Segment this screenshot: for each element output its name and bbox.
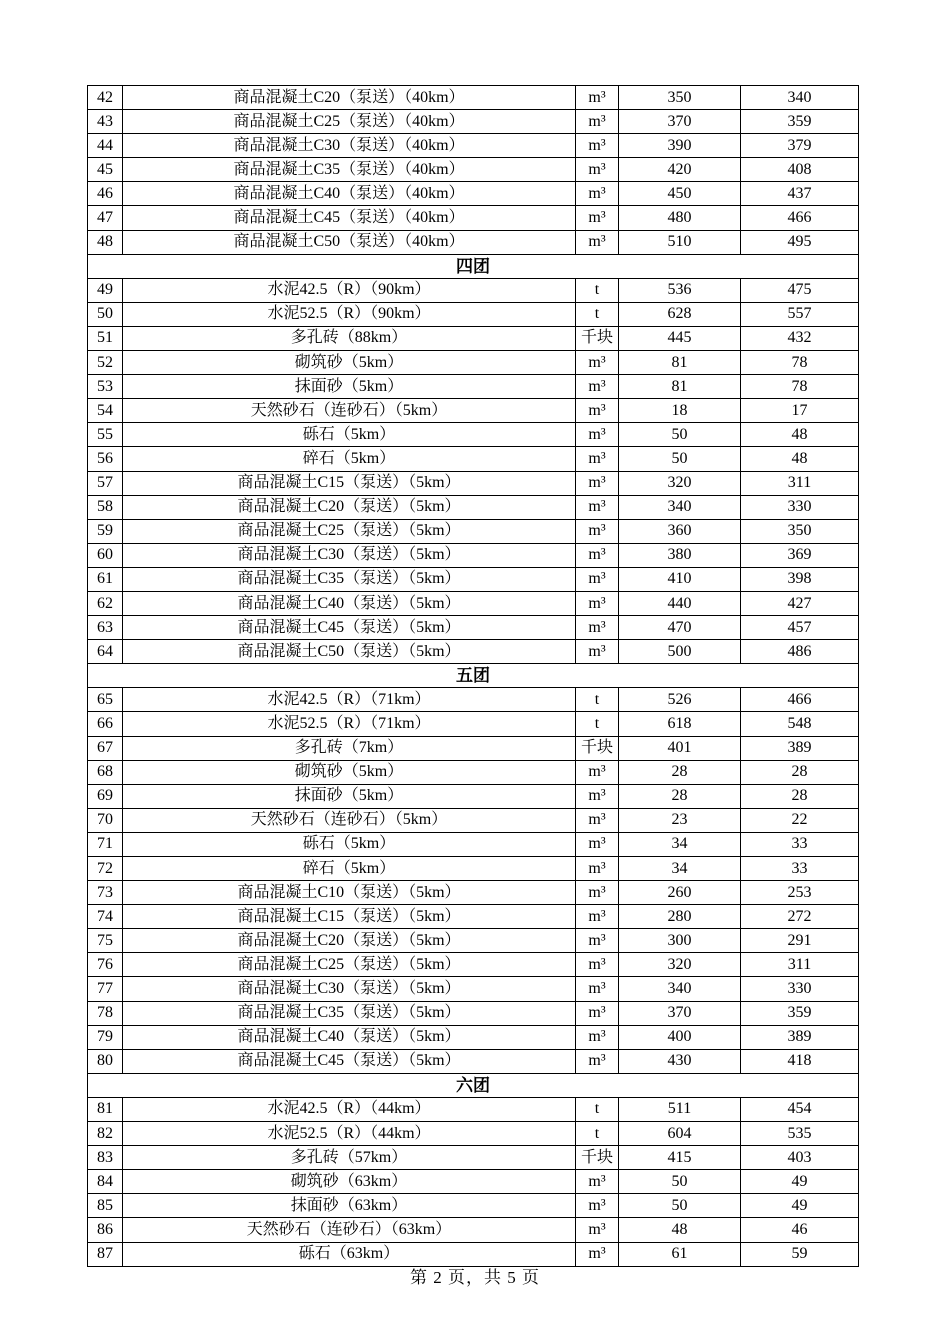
unit-cell: m³ — [576, 543, 619, 567]
section-header-row — [88, 664, 859, 688]
price-table-container — [87, 85, 858, 1267]
price-cell: 389 — [741, 736, 859, 760]
table-row — [88, 471, 859, 495]
unit-cell: m³ — [576, 808, 619, 832]
price-cell: 500 — [619, 640, 741, 664]
price-cell: 400 — [619, 1025, 741, 1049]
table-row — [88, 977, 859, 1001]
unit-cell: m³ — [576, 832, 619, 856]
price-cell: 49 — [741, 1194, 859, 1218]
price-cell: 28 — [741, 760, 859, 784]
item-name-cell: 碎石（5km） — [123, 857, 576, 881]
price-cell: 260 — [619, 881, 741, 905]
page-number-footer: 第 2 页，共 5 页 — [410, 1268, 540, 1287]
unit-cell: m³ — [576, 86, 619, 110]
price-cell: 320 — [619, 953, 741, 977]
row-number-cell: 86 — [88, 1218, 123, 1242]
unit-cell: m³ — [576, 1194, 619, 1218]
price-cell: 340 — [619, 977, 741, 1001]
price-cell: 466 — [741, 206, 859, 230]
table-row — [88, 351, 859, 375]
unit-cell: m³ — [576, 953, 619, 977]
item-name-cell: 砌筑砂（5km） — [123, 351, 576, 375]
price-cell: 50 — [619, 1170, 741, 1194]
row-number-cell: 48 — [88, 230, 123, 254]
item-name-cell: 商品混凝土C45（泵送）（5km） — [123, 1049, 576, 1073]
unit-cell: t — [576, 302, 619, 326]
table-row — [88, 278, 859, 302]
item-name-cell: 水泥42.5（R）（71km） — [123, 688, 576, 712]
item-name-cell: 商品混凝土C20（泵送）（40km） — [123, 86, 576, 110]
row-number-cell: 80 — [88, 1049, 123, 1073]
row-number-cell: 60 — [88, 543, 123, 567]
price-cell: 410 — [619, 567, 741, 591]
price-cell: 48 — [741, 423, 859, 447]
table-row — [88, 832, 859, 856]
item-name-cell: 抹面砂（5km） — [123, 784, 576, 808]
price-cell: 360 — [619, 519, 741, 543]
section-header: 四团 — [88, 254, 859, 278]
price-cell: 495 — [741, 230, 859, 254]
unit-cell: m³ — [576, 591, 619, 615]
unit-cell: m³ — [576, 206, 619, 230]
unit-cell: m³ — [576, 1242, 619, 1266]
row-number-cell: 71 — [88, 832, 123, 856]
row-number-cell: 53 — [88, 375, 123, 399]
price-cell: 440 — [619, 591, 741, 615]
item-name-cell: 商品混凝土C40（泵送）（40km） — [123, 182, 576, 206]
table-row — [88, 905, 859, 929]
unit-cell: m³ — [576, 110, 619, 134]
unit-cell: 千块 — [576, 736, 619, 760]
unit-cell: m³ — [576, 519, 619, 543]
price-cell: 427 — [741, 591, 859, 615]
row-number-cell: 43 — [88, 110, 123, 134]
table-row — [88, 857, 859, 881]
table-row — [88, 134, 859, 158]
price-cell: 46 — [741, 1218, 859, 1242]
section-header: 六团 — [88, 1073, 859, 1097]
price-cell: 291 — [741, 929, 859, 953]
table-row — [88, 1218, 859, 1242]
price-cell: 403 — [741, 1146, 859, 1170]
table-row — [88, 399, 859, 423]
item-name-cell: 商品混凝土C15（泵送）（5km） — [123, 905, 576, 929]
price-cell: 430 — [619, 1049, 741, 1073]
table-row — [88, 495, 859, 519]
unit-cell: m³ — [576, 399, 619, 423]
price-cell: 401 — [619, 736, 741, 760]
price-cell: 22 — [741, 808, 859, 832]
price-cell: 81 — [619, 375, 741, 399]
item-name-cell: 天然砂石（连砂石）（5km） — [123, 399, 576, 423]
unit-cell: m³ — [576, 182, 619, 206]
price-cell: 350 — [741, 519, 859, 543]
price-cell: 398 — [741, 567, 859, 591]
price-cell: 628 — [619, 302, 741, 326]
item-name-cell: 天然砂石（连砂石）（63km） — [123, 1218, 576, 1242]
row-number-cell: 70 — [88, 808, 123, 832]
price-cell: 17 — [741, 399, 859, 423]
table-row — [88, 1097, 859, 1121]
item-name-cell: 商品混凝土C45（泵送）（40km） — [123, 206, 576, 230]
row-number-cell: 42 — [88, 86, 123, 110]
row-number-cell: 47 — [88, 206, 123, 230]
price-cell: 359 — [741, 110, 859, 134]
price-cell: 466 — [741, 688, 859, 712]
table-row — [88, 86, 859, 110]
row-number-cell: 67 — [88, 736, 123, 760]
item-name-cell: 砾石（5km） — [123, 832, 576, 856]
price-cell: 311 — [741, 471, 859, 495]
item-name-cell: 多孔砖（7km） — [123, 736, 576, 760]
unit-cell: m³ — [576, 881, 619, 905]
unit-cell: m³ — [576, 784, 619, 808]
item-name-cell: 商品混凝土C30（泵送）（5km） — [123, 977, 576, 1001]
unit-cell: t — [576, 1097, 619, 1121]
price-cell: 390 — [619, 134, 741, 158]
item-name-cell: 碎石（5km） — [123, 447, 576, 471]
row-number-cell: 68 — [88, 760, 123, 784]
item-name-cell: 商品混凝土C10（泵送）（5km） — [123, 881, 576, 905]
price-cell: 34 — [619, 832, 741, 856]
price-cell: 379 — [741, 134, 859, 158]
table-row — [88, 326, 859, 350]
price-cell: 33 — [741, 857, 859, 881]
table-row — [88, 881, 859, 905]
unit-cell: m³ — [576, 134, 619, 158]
table-row — [88, 1146, 859, 1170]
table-row — [88, 206, 859, 230]
item-name-cell: 天然砂石（连砂石）（5km） — [123, 808, 576, 832]
price-cell: 61 — [619, 1242, 741, 1266]
price-cell: 369 — [741, 543, 859, 567]
row-number-cell: 74 — [88, 905, 123, 929]
item-name-cell: 水泥52.5（R）（90km） — [123, 302, 576, 326]
price-cell: 272 — [741, 905, 859, 929]
price-cell: 81 — [619, 351, 741, 375]
price-cell: 437 — [741, 182, 859, 206]
table-row — [88, 929, 859, 953]
unit-cell: m³ — [576, 1025, 619, 1049]
unit-cell: t — [576, 278, 619, 302]
section-header: 五团 — [88, 664, 859, 688]
price-cell: 34 — [619, 857, 741, 881]
price-cell: 510 — [619, 230, 741, 254]
table-row — [88, 591, 859, 615]
table-row — [88, 110, 859, 134]
row-number-cell: 55 — [88, 423, 123, 447]
table-row — [88, 736, 859, 760]
row-number-cell: 46 — [88, 182, 123, 206]
price-cell: 618 — [619, 712, 741, 736]
item-name-cell: 商品混凝土C50（泵送）（40km） — [123, 230, 576, 254]
price-cell: 526 — [619, 688, 741, 712]
table-row — [88, 640, 859, 664]
unit-cell: t — [576, 688, 619, 712]
price-cell: 320 — [619, 471, 741, 495]
price-cell: 450 — [619, 182, 741, 206]
price-cell: 280 — [619, 905, 741, 929]
unit-cell: m³ — [576, 230, 619, 254]
item-name-cell: 商品混凝土C35（泵送）（5km） — [123, 1001, 576, 1025]
row-number-cell: 59 — [88, 519, 123, 543]
unit-cell: m³ — [576, 471, 619, 495]
row-number-cell: 66 — [88, 712, 123, 736]
row-number-cell: 58 — [88, 495, 123, 519]
price-cell: 28 — [619, 760, 741, 784]
unit-cell: m³ — [576, 616, 619, 640]
price-cell: 23 — [619, 808, 741, 832]
price-cell: 48 — [619, 1218, 741, 1242]
table-row — [88, 543, 859, 567]
item-name-cell: 商品混凝土C25（泵送）（40km） — [123, 110, 576, 134]
table-row — [88, 712, 859, 736]
table-row — [88, 616, 859, 640]
item-name-cell: 商品混凝土C25（泵送）（5km） — [123, 953, 576, 977]
price-cell: 420 — [619, 158, 741, 182]
item-name-cell: 多孔砖（88km） — [123, 326, 576, 350]
price-cell: 28 — [741, 784, 859, 808]
row-number-cell: 44 — [88, 134, 123, 158]
table-row — [88, 953, 859, 977]
row-number-cell: 73 — [88, 881, 123, 905]
unit-cell: 千块 — [576, 1146, 619, 1170]
item-name-cell: 水泥52.5（R）（44km） — [123, 1122, 576, 1146]
price-cell: 432 — [741, 326, 859, 350]
row-number-cell: 64 — [88, 640, 123, 664]
material-price-table — [87, 85, 859, 1267]
row-number-cell: 78 — [88, 1001, 123, 1025]
table-row — [88, 447, 859, 471]
price-cell: 370 — [619, 1001, 741, 1025]
unit-cell: m³ — [576, 977, 619, 1001]
price-cell: 28 — [619, 784, 741, 808]
row-number-cell: 57 — [88, 471, 123, 495]
unit-cell: m³ — [576, 640, 619, 664]
row-number-cell: 84 — [88, 1170, 123, 1194]
price-cell: 350 — [619, 86, 741, 110]
item-name-cell: 商品混凝土C30（泵送）（5km） — [123, 543, 576, 567]
price-cell: 33 — [741, 832, 859, 856]
unit-cell: m³ — [576, 760, 619, 784]
item-name-cell: 商品混凝土C20（泵送）（5km） — [123, 929, 576, 953]
price-cell: 359 — [741, 1001, 859, 1025]
price-cell: 340 — [741, 86, 859, 110]
price-cell: 49 — [741, 1170, 859, 1194]
table-row — [88, 230, 859, 254]
table-row — [88, 1049, 859, 1073]
table-row — [88, 182, 859, 206]
unit-cell: m³ — [576, 158, 619, 182]
table-row — [88, 302, 859, 326]
price-cell: 300 — [619, 929, 741, 953]
row-number-cell: 82 — [88, 1122, 123, 1146]
item-name-cell: 砌筑砂（63km） — [123, 1170, 576, 1194]
price-cell: 535 — [741, 1122, 859, 1146]
unit-cell: 千块 — [576, 326, 619, 350]
unit-cell: m³ — [576, 929, 619, 953]
item-name-cell: 砌筑砂（5km） — [123, 760, 576, 784]
row-number-cell: 56 — [88, 447, 123, 471]
item-name-cell: 抹面砂（63km） — [123, 1194, 576, 1218]
price-cell: 50 — [619, 423, 741, 447]
row-number-cell: 62 — [88, 591, 123, 615]
row-number-cell: 69 — [88, 784, 123, 808]
unit-cell: m³ — [576, 905, 619, 929]
price-cell: 370 — [619, 110, 741, 134]
unit-cell: m³ — [576, 567, 619, 591]
row-number-cell: 77 — [88, 977, 123, 1001]
item-name-cell: 商品混凝土C25（泵送）（5km） — [123, 519, 576, 543]
row-number-cell: 83 — [88, 1146, 123, 1170]
item-name-cell: 水泥52.5（R）（71km） — [123, 712, 576, 736]
table-body — [88, 86, 859, 1267]
table-row — [88, 1122, 859, 1146]
item-name-cell: 水泥42.5（R）（44km） — [123, 1097, 576, 1121]
price-cell: 454 — [741, 1097, 859, 1121]
price-cell: 50 — [619, 1194, 741, 1218]
price-cell: 557 — [741, 302, 859, 326]
price-cell: 408 — [741, 158, 859, 182]
unit-cell: m³ — [576, 1170, 619, 1194]
item-name-cell: 商品混凝土C30（泵送）（40km） — [123, 134, 576, 158]
row-number-cell: 63 — [88, 616, 123, 640]
price-cell: 457 — [741, 616, 859, 640]
row-number-cell: 85 — [88, 1194, 123, 1218]
price-cell: 48 — [741, 447, 859, 471]
item-name-cell: 商品混凝土C20（泵送）（5km） — [123, 495, 576, 519]
price-cell: 340 — [619, 495, 741, 519]
row-number-cell: 54 — [88, 399, 123, 423]
row-number-cell: 76 — [88, 953, 123, 977]
price-cell: 330 — [741, 495, 859, 519]
price-cell: 311 — [741, 953, 859, 977]
item-name-cell: 抹面砂（5km） — [123, 375, 576, 399]
row-number-cell: 49 — [88, 278, 123, 302]
unit-cell: t — [576, 1122, 619, 1146]
row-number-cell: 45 — [88, 158, 123, 182]
table-row — [88, 519, 859, 543]
table-row — [88, 1170, 859, 1194]
row-number-cell: 75 — [88, 929, 123, 953]
item-name-cell: 砾石（63km） — [123, 1242, 576, 1266]
row-number-cell: 52 — [88, 351, 123, 375]
price-cell: 415 — [619, 1146, 741, 1170]
unit-cell: m³ — [576, 423, 619, 447]
table-row — [88, 688, 859, 712]
price-cell: 253 — [741, 881, 859, 905]
table-row — [88, 375, 859, 399]
price-cell: 604 — [619, 1122, 741, 1146]
row-number-cell: 87 — [88, 1242, 123, 1266]
price-cell: 59 — [741, 1242, 859, 1266]
row-number-cell: 61 — [88, 567, 123, 591]
section-header-row — [88, 1073, 859, 1097]
row-number-cell: 65 — [88, 688, 123, 712]
table-row — [88, 567, 859, 591]
price-cell: 486 — [741, 640, 859, 664]
item-name-cell: 商品混凝土C15（泵送）（5km） — [123, 471, 576, 495]
price-cell: 548 — [741, 712, 859, 736]
unit-cell: m³ — [576, 375, 619, 399]
price-cell: 50 — [619, 447, 741, 471]
unit-cell: m³ — [576, 447, 619, 471]
item-name-cell: 商品混凝土C40（泵送）（5km） — [123, 591, 576, 615]
item-name-cell: 砾石（5km） — [123, 423, 576, 447]
price-cell: 18 — [619, 399, 741, 423]
table-row — [88, 1194, 859, 1218]
table-row — [88, 158, 859, 182]
price-cell: 380 — [619, 543, 741, 567]
unit-cell: m³ — [576, 1218, 619, 1242]
price-cell: 78 — [741, 375, 859, 399]
unit-cell: m³ — [576, 1049, 619, 1073]
unit-cell: t — [576, 712, 619, 736]
price-cell: 389 — [741, 1025, 859, 1049]
price-cell: 511 — [619, 1097, 741, 1121]
price-cell: 475 — [741, 278, 859, 302]
row-number-cell: 50 — [88, 302, 123, 326]
row-number-cell: 81 — [88, 1097, 123, 1121]
item-name-cell: 商品混凝土C35（泵送）（40km） — [123, 158, 576, 182]
price-cell: 470 — [619, 616, 741, 640]
row-number-cell: 51 — [88, 326, 123, 350]
unit-cell: m³ — [576, 351, 619, 375]
unit-cell: m³ — [576, 1001, 619, 1025]
table-row — [88, 808, 859, 832]
price-cell: 418 — [741, 1049, 859, 1073]
price-cell: 480 — [619, 206, 741, 230]
table-row — [88, 1025, 859, 1049]
row-number-cell: 79 — [88, 1025, 123, 1049]
price-cell: 445 — [619, 326, 741, 350]
table-row — [88, 784, 859, 808]
section-header-row — [88, 254, 859, 278]
table-row — [88, 423, 859, 447]
price-cell: 536 — [619, 278, 741, 302]
price-cell: 78 — [741, 351, 859, 375]
unit-cell: m³ — [576, 495, 619, 519]
item-name-cell: 商品混凝土C50（泵送）（5km） — [123, 640, 576, 664]
unit-cell: m³ — [576, 857, 619, 881]
row-number-cell: 72 — [88, 857, 123, 881]
price-cell: 330 — [741, 977, 859, 1001]
table-row — [88, 760, 859, 784]
item-name-cell: 商品混凝土C35（泵送）（5km） — [123, 567, 576, 591]
item-name-cell: 商品混凝土C45（泵送）（5km） — [123, 616, 576, 640]
item-name-cell: 多孔砖（57km） — [123, 1146, 576, 1170]
table-row — [88, 1001, 859, 1025]
item-name-cell: 水泥42.5（R）（90km） — [123, 278, 576, 302]
item-name-cell: 商品混凝土C40（泵送）（5km） — [123, 1025, 576, 1049]
